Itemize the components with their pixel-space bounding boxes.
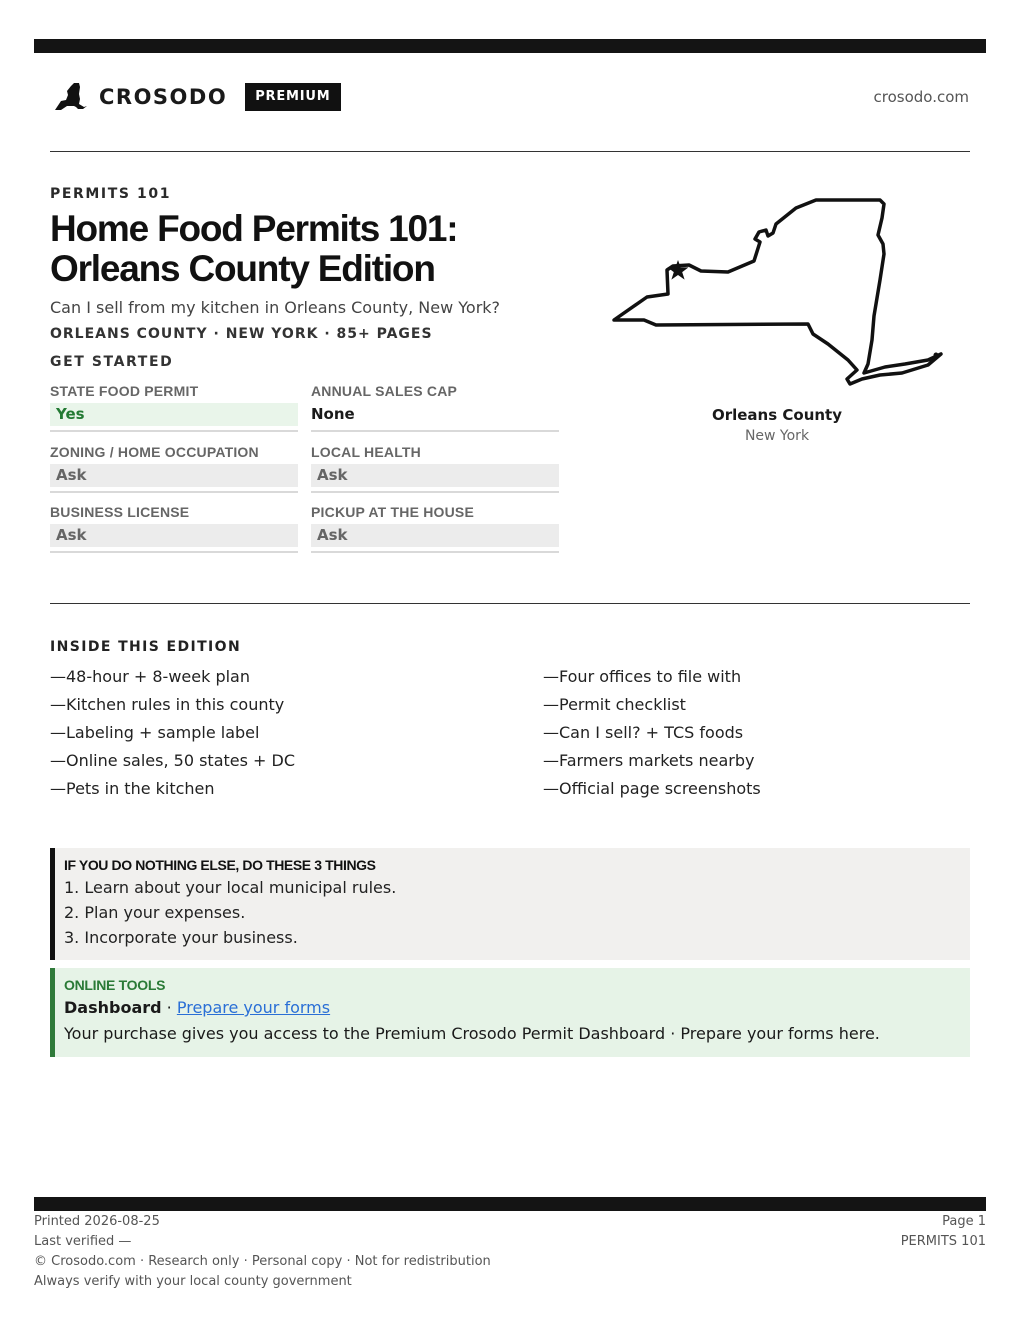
- verify-note: Always verify with your local county government: [34, 1274, 352, 1289]
- dashboard-line: [64, 995, 970, 1021]
- field-divider: [311, 551, 559, 553]
- new-york-state-icon: [52, 82, 88, 112]
- field-label: ANNUAL SALES CAP: [311, 383, 458, 399]
- field-label: ZONING / HOME OCCUPATION: [50, 444, 259, 460]
- field-state-food-permit: [50, 382, 298, 432]
- field-pickup-at-the-house: [311, 503, 559, 553]
- footer-section: PERMITS 101: [900, 1234, 986, 1249]
- list-item: —Pets in the kitchen: [50, 779, 215, 798]
- field-divider: [311, 430, 559, 432]
- printed-date: Printed 2026-08-25: [34, 1214, 160, 1229]
- callout-title: ONLINE TOOLS: [64, 977, 166, 993]
- star-icon: [668, 260, 689, 280]
- list-item: —Can I sell? + TCS foods: [543, 723, 744, 742]
- field-divider: [50, 491, 298, 493]
- field-business-license: [50, 503, 298, 553]
- callout-step: 2. Plan your expenses.: [64, 903, 246, 922]
- footer-left: [34, 1212, 491, 1292]
- callout-title: IF YOU DO NOTHING ELSE, DO THESE 3 THINGS: [64, 857, 376, 873]
- brand-name: CROSODO: [99, 85, 228, 109]
- field-value: Ask: [50, 464, 298, 487]
- list-item: —Four offices to file with: [543, 667, 742, 686]
- field-divider: [311, 491, 559, 493]
- list-item: —Farmers markets nearby: [543, 751, 755, 770]
- field-divider: [50, 551, 298, 553]
- list-item: —Permit checklist: [543, 695, 686, 714]
- list-item: —Online sales, 50 states + DC: [50, 751, 296, 770]
- edition-meta: ORLEANS COUNTY · NEW YORK · 85+ PAGES: [50, 326, 433, 342]
- last-verified: Last verified —: [34, 1234, 132, 1249]
- list-item: —Official page screenshots: [543, 779, 761, 798]
- section-divider: [50, 603, 970, 604]
- prepare-forms-link[interactable]: Prepare your forms: [176, 998, 331, 1017]
- online-tools-callout: [50, 968, 970, 1057]
- list-item: —Kitchen rules in this county: [50, 695, 285, 714]
- section-kicker: PERMITS 101: [50, 186, 172, 202]
- inside-edition-list-left: [50, 666, 295, 806]
- separator: ·: [161, 998, 177, 1017]
- callout-step: 1. Learn about your local municipal rules.: [64, 878, 397, 897]
- list-item: —48-hour + 8-week plan: [50, 667, 250, 686]
- copyright-notice: © Crosodo.com · Research only · Personal copy · Not for redistribution: [34, 1254, 491, 1269]
- field-value: None: [311, 405, 355, 423]
- field-local-health: [311, 443, 559, 493]
- brand[interactable]: [52, 82, 341, 112]
- footer-right: [901, 1212, 986, 1252]
- map-county-name: Orleans County: [711, 406, 843, 424]
- page-subtitle: Can I sell from my kitchen in Orleans County, New York?: [50, 298, 501, 317]
- premium-badge: PREMIUM: [245, 83, 340, 111]
- three-things-callout: [50, 848, 970, 960]
- bottom-bar: [34, 1197, 986, 1211]
- field-divider: [50, 430, 298, 432]
- field-value: Yes: [50, 403, 298, 426]
- field-value: Ask: [311, 464, 559, 487]
- field-zoning-home-occupation: [50, 443, 298, 493]
- field-label: PICKUP AT THE HOUSE: [311, 504, 475, 520]
- state-outline: [614, 200, 941, 384]
- new-york-state-map: [610, 194, 946, 394]
- field-annual-sales-cap: [311, 382, 559, 432]
- field-value: Ask: [311, 524, 559, 547]
- page-number: Page 1: [942, 1214, 986, 1229]
- inside-edition-list-right: [543, 666, 761, 806]
- top-bar: [34, 39, 986, 53]
- callout-step: 3. Incorporate your business.: [64, 928, 298, 947]
- field-label: STATE FOOD PERMIT: [50, 383, 199, 399]
- field-label: LOCAL HEALTH: [311, 444, 421, 460]
- dashboard-label: Dashboard: [64, 998, 162, 1017]
- field-value: Ask: [50, 524, 298, 547]
- list-item: —Labeling + sample label: [50, 723, 260, 742]
- header-divider: [50, 151, 970, 152]
- inside-edition-heading: INSIDE THIS EDITION: [50, 639, 242, 655]
- get-started-heading: GET STARTED: [50, 354, 174, 370]
- field-label: BUSINESS LICENSE: [50, 504, 190, 520]
- site-url[interactable]: crosodo.com: [873, 88, 969, 106]
- tools-description: Your purchase gives you access to the Premium Crosodo Permit Dashboard · Prepare your forms here.: [64, 1024, 880, 1043]
- map-state-name: New York: [744, 428, 810, 444]
- page-title: Home Food Permits 101: Orleans County Edition: [50, 208, 458, 289]
